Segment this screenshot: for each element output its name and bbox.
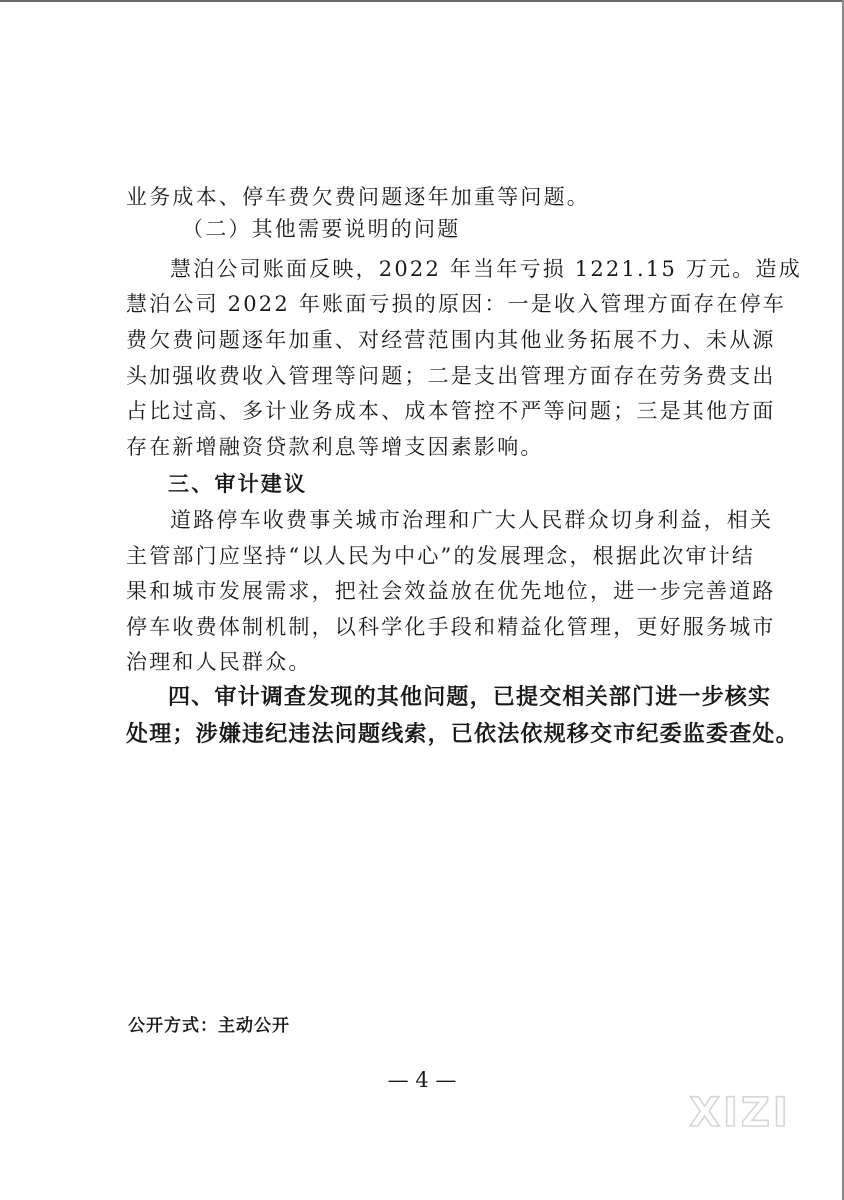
paragraph-line: 停车收费体制机制，以科学化手段和精益化管理，更好服务城市 xyxy=(126,615,776,639)
paragraph-line: 存在新增融资贷款利息等增支因素影响。 xyxy=(126,435,544,459)
section-heading-4-line2: 处理；涉嫌违纪违法问题线索，已依法依规移交市纪委监委查处。 xyxy=(126,722,799,747)
section-heading-3: 三、审计建议 xyxy=(168,472,308,496)
section-heading-4-line1: 四、审计调查发现的其他问题，已提交相关部门进一步核实 xyxy=(168,685,772,710)
disclosure-label: 公开方式：主动公开 xyxy=(128,1016,290,1036)
text-line: 业务成本、停车费欠费问题逐年加重等问题。 xyxy=(126,185,590,209)
paragraph-line: 治理和人民群众。 xyxy=(126,650,312,674)
paragraph-line: 主管部门应坚持“以人民为中心”的发展理念，根据此次审计结 xyxy=(126,544,756,568)
xizi-watermark-logo xyxy=(678,1086,802,1136)
paragraph-line: 慧泊公司 2022 年账面亏损的原因：一是收入管理方面存在停车 xyxy=(126,292,786,316)
scan-edge-top xyxy=(0,0,844,2)
paragraph-line: 头加强收费收入管理等问题；二是支出管理方面存在劳务费支出 xyxy=(126,364,776,388)
paragraph-line: 费欠费问题逐年加重、对经营范围内其他业务拓展不力、未从源 xyxy=(126,328,776,352)
paragraph-line: 慧泊公司账面反映，2022 年当年亏损 1221.15 万元。造成 xyxy=(170,257,802,281)
paragraph-line: 占比过高、多计业务成本、成本管控不严等问题；三是其他方面 xyxy=(126,399,776,423)
paragraph-line: 道路停车收费事关城市治理和广大人民群众切身利益，相关 xyxy=(170,508,774,532)
watermark-text: XIZI xyxy=(689,1090,791,1136)
subsection-heading: （二）其他需要说明的问题 xyxy=(182,217,461,241)
paragraph-line: 果和城市发展需求，把社会效益放在优先地位，进一步完善道路 xyxy=(126,579,776,603)
page-number: — 4 — xyxy=(387,1068,457,1092)
